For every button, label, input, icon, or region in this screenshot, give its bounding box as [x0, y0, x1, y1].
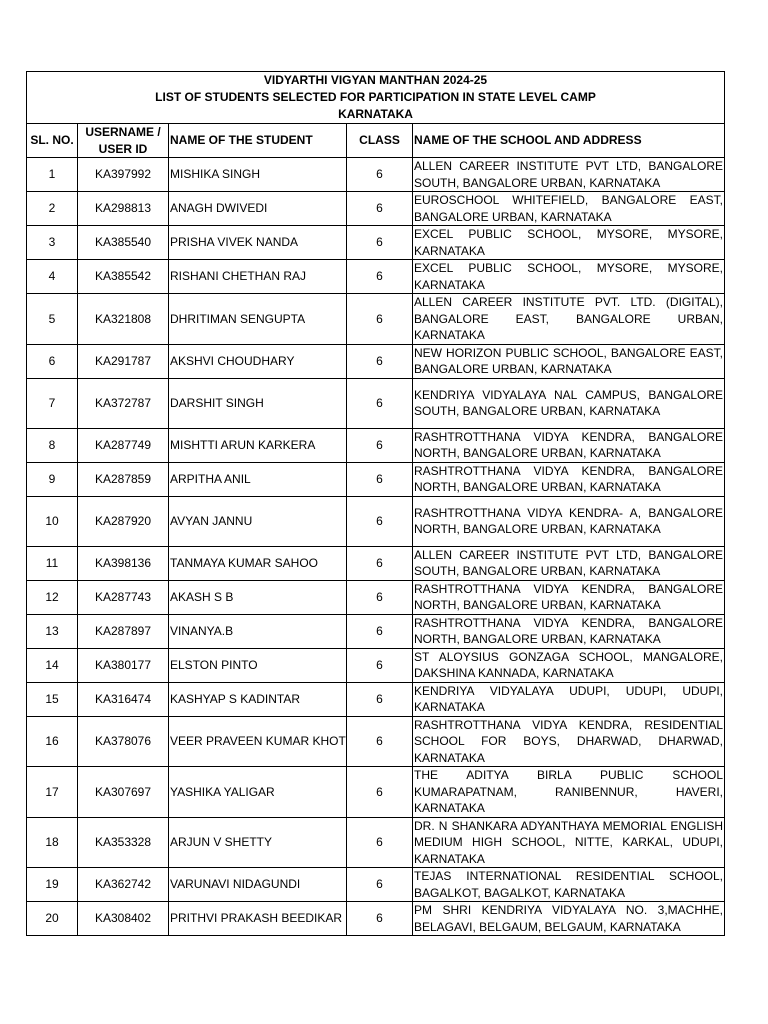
document-title: [27, 72, 725, 124]
row-school-address: RASHTROTTHANA VIDYA KENDRA, BANGALORE NORTH, BANGALORE URBAN, KARNATAKA: [414, 429, 724, 460]
table-row: [27, 868, 725, 902]
row-user-id: KA353328: [78, 817, 169, 868]
row-user-id: KA298813: [78, 192, 169, 226]
row-student-name: ELSTON PINTO: [169, 648, 347, 682]
row-class: 6: [347, 614, 413, 648]
table-row: [27, 648, 725, 682]
row-user-id: KA308402: [78, 902, 169, 936]
row-user-id: KA291787: [78, 344, 169, 378]
row-class: 6: [347, 344, 413, 378]
table-row: [27, 378, 725, 428]
row-student-name: RISHANI CHETHAN RAJ: [169, 260, 347, 294]
row-class: 6: [347, 260, 413, 294]
table-row: [27, 902, 725, 936]
table-row: [27, 496, 725, 546]
row-user-id: KA287897: [78, 614, 169, 648]
row-sl-no: 12: [27, 580, 78, 614]
row-school-address: RASHTROTTHANA VIDYA KENDRA, BANGALORE NORTH, BANGALORE URBAN, KARNATAKA: [414, 463, 724, 494]
table-row: [27, 546, 725, 580]
row-sl-no: 14: [27, 648, 78, 682]
row-school-address: RASHTROTTHANA VIDYA KENDRA, BANGALORE NORTH, BANGALORE URBAN, KARNATAKA: [414, 581, 724, 612]
row-school-address: RASHTROTTHANA VIDYA KENDRA, RESIDENTIAL SCHOOL FOR BOYS, DHARWAD, DHARWAD, KARNATAKA: [414, 717, 724, 765]
row-student-name: KASHYAP S KADINTAR: [169, 682, 347, 716]
row-sl-no: 10: [27, 496, 78, 546]
row-class: 6: [347, 378, 413, 428]
row-school-address: ST ALOYSIUS GONZAGA SCHOOL, MANGALORE, DAKSHINA KANNADA, KARNATAKA: [414, 649, 724, 680]
row-sl-no: 18: [27, 817, 78, 868]
row-user-id: KA385540: [78, 226, 169, 260]
row-school-address: RASHTROTTHANA VIDYA KENDRA- A, BANGALORE NORTH, BANGALORE URBAN, KARNATAKA: [413, 496, 725, 546]
students-table: [26, 71, 725, 936]
row-user-id: KA385542: [78, 260, 169, 294]
row-user-id: KA321808: [78, 294, 169, 345]
row-school-address: EXCEL PUBLIC SCHOOL, MYSORE, MYSORE, KARNATAKA: [414, 227, 724, 258]
row-school-address: RASHTROTTHANA VIDYA KENDRA, BANGALORE NORTH, BANGALORE URBAN, KARNATAKA: [414, 615, 724, 646]
row-school-address: KENDRIYA VIDYALAYA NAL CAMPUS, BANGALORE SOUTH, BANGALORE URBAN, KARNATAKA: [413, 378, 725, 428]
table-row: [27, 294, 725, 345]
row-user-id: KA287749: [78, 428, 169, 462]
row-student-name: DHRITIMAN SENGUPTA: [169, 294, 347, 345]
row-sl-no: 2: [27, 192, 78, 226]
row-student-name: AKASH S B: [169, 580, 347, 614]
table-row: [27, 462, 725, 496]
row-school-address: KENDRIYA VIDYALAYA UDUPI, UDUPI, UDUPI, KARNATAKA: [414, 683, 724, 714]
row-class: 6: [347, 868, 413, 902]
title-line-event: VIDYARTHI VIGYAN MANTHAN 2024-25: [263, 73, 488, 87]
row-school-address: THE ADITYA BIRLA PUBLIC SCHOOL KUMARAPATNAM, RANIBENNUR, HAVERI, KARNATAKA: [414, 768, 724, 815]
row-class: 6: [347, 158, 413, 192]
row-sl-no: 7: [27, 378, 78, 428]
row-school-address: ALLEN CAREER INSTITUTE PVT. LTD. (DIGITAL), BANGALORE EAST, BANGALORE URBAN, KARNATAKA: [414, 295, 724, 342]
row-class: 6: [347, 294, 413, 345]
row-user-id: KA378076: [78, 716, 169, 767]
row-sl-no: 9: [27, 462, 78, 496]
header-student-name: NAME OF THE STUDENT: [169, 124, 347, 158]
row-school-address: ALLEN CAREER INSTITUTE PVT LTD, BANGALORE SOUTH, BANGALORE URBAN, KARNATAKA: [414, 159, 724, 190]
row-sl-no: 6: [27, 344, 78, 378]
row-user-id: KA380177: [78, 648, 169, 682]
row-class: 6: [347, 496, 413, 546]
row-sl-no: 11: [27, 546, 78, 580]
header-sl-no: SL. NO.: [27, 124, 78, 158]
row-class: 6: [347, 192, 413, 226]
header-school-address: NAME OF THE SCHOOL AND ADDRESS: [413, 124, 725, 158]
row-sl-no: 17: [27, 767, 78, 818]
table-row: [27, 817, 725, 868]
row-class: 6: [347, 682, 413, 716]
table-row: [27, 580, 725, 614]
header-row: [27, 124, 725, 158]
row-user-id: KA307697: [78, 767, 169, 818]
row-student-name: YASHIKA YALIGAR: [169, 767, 347, 818]
row-sl-no: 1: [27, 158, 78, 192]
table-row: [27, 767, 725, 818]
row-student-name: AKSHVI CHOUDHARY: [169, 344, 347, 378]
row-user-id: KA362742: [78, 868, 169, 902]
row-school-address: EUROSCHOOL WHITEFIELD, BANGALORE EAST, BANGALORE URBAN, KARNATAKA: [414, 193, 724, 224]
row-class: 6: [347, 462, 413, 496]
table-row: [27, 428, 725, 462]
row-sl-no: 8: [27, 428, 78, 462]
row-student-name: MISHTTI ARUN KARKERA: [169, 428, 347, 462]
row-student-name: PRITHVI PRAKASH BEEDIKAR: [169, 902, 347, 936]
row-student-name: ARJUN V SHETTY: [169, 817, 347, 868]
row-student-name: PRISHA VIVEK NANDA: [169, 226, 347, 260]
header-username: USERNAME / USER ID: [78, 124, 169, 158]
row-student-name: MISHIKA SINGH: [169, 158, 347, 192]
row-sl-no: 13: [27, 614, 78, 648]
row-student-name: ANAGH DWIVEDI: [169, 192, 347, 226]
table-row: [27, 682, 725, 716]
row-sl-no: 4: [27, 260, 78, 294]
row-sl-no: 3: [27, 226, 78, 260]
table-row: [27, 226, 725, 260]
title-row: [27, 72, 725, 124]
table-body: [27, 158, 725, 936]
table-row: [27, 716, 725, 767]
row-sl-no: 19: [27, 868, 78, 902]
row-class: 6: [347, 817, 413, 868]
row-class: 6: [347, 648, 413, 682]
row-class: 6: [347, 428, 413, 462]
row-class: 6: [347, 716, 413, 767]
row-student-name: VARUNAVI NIDAGUNDI: [169, 868, 347, 902]
header-class: CLASS: [347, 124, 413, 158]
row-class: 6: [347, 767, 413, 818]
row-class: 6: [347, 226, 413, 260]
row-student-name: VINANYA.B: [169, 614, 347, 648]
row-class: 6: [347, 580, 413, 614]
row-school-address: EXCEL PUBLIC SCHOOL, MYSORE, MYSORE, KARNATAKA: [414, 261, 724, 292]
row-user-id: KA398136: [78, 546, 169, 580]
row-student-name: AVYAN JANNU: [169, 496, 347, 546]
row-student-name: TANMAYA KUMAR SAHOO: [169, 546, 347, 580]
title-line-state: KARNATAKA: [338, 107, 413, 121]
row-class: 6: [347, 546, 413, 580]
row-user-id: KA397992: [78, 158, 169, 192]
row-sl-no: 20: [27, 902, 78, 936]
row-sl-no: 16: [27, 716, 78, 767]
table-row: [27, 260, 725, 294]
row-school-address: TEJAS INTERNATIONAL RESIDENTIAL SCHOOL, BAGALKOT, BAGALKOT, KARNATAKA: [414, 869, 724, 900]
row-user-id: KA316474: [78, 682, 169, 716]
row-school-address: DR. N SHANKARA ADYANTHAYA MEMORIAL ENGLISH MEDIUM HIGH SCHOOL, NITTE, KARKAL, UDUPI, KARNATAKA: [414, 818, 724, 866]
row-sl-no: 15: [27, 682, 78, 716]
row-school-address: NEW HORIZON PUBLIC SCHOOL, BANGALORE EAST, BANGALORE URBAN, KARNATAKA: [414, 345, 724, 376]
row-school-address: ALLEN CAREER INSTITUTE PVT LTD, BANGALORE SOUTH, BANGALORE URBAN, KARNATAKA: [414, 547, 724, 578]
table-row: [27, 614, 725, 648]
title-line-list: LIST OF STUDENTS SELECTED FOR PARTICIPATION IN STATE LEVEL CAMP: [155, 90, 596, 104]
row-user-id: KA287859: [78, 462, 169, 496]
row-student-name: DARSHIT SINGH: [169, 378, 347, 428]
row-user-id: KA287743: [78, 580, 169, 614]
table-row: [27, 192, 725, 226]
row-school-address: PM SHRI KENDRIYA VIDYALAYA NO. 3,MACHHE, BELAGAVI, BELGAUM, BELGAUM, KARNATAKA: [414, 903, 724, 934]
row-user-id: KA372787: [78, 378, 169, 428]
row-user-id: KA287920: [78, 496, 169, 546]
row-sl-no: 5: [27, 294, 78, 345]
row-student-name: VEER PRAVEEN KUMAR KHOT: [169, 716, 347, 767]
table-row: [27, 344, 725, 378]
row-student-name: ARPITHA ANIL: [169, 462, 347, 496]
table-row: [27, 158, 725, 192]
row-class: 6: [347, 902, 413, 936]
